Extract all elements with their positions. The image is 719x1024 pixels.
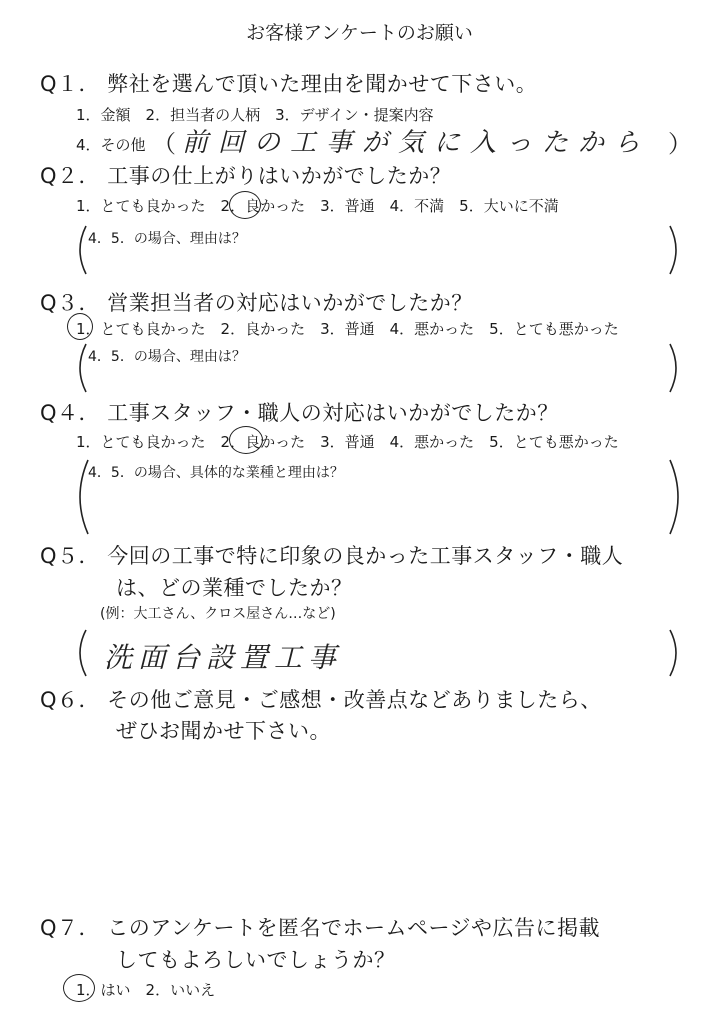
q3-options: 1．とても良かった 2．良かった 3．普通 4．悪かった 5．とても悪かった xyxy=(76,320,619,338)
q1-question: Q１． 弊社を選んで頂いた理由を聞かせて下さい。 xyxy=(40,72,538,96)
q4-options: 1．とても良かった 2．良かった 3．普通 4．悪かった 5．とても悪かった xyxy=(76,433,619,451)
q4-reason-label: 4．5．の場合、具体的な業種と理由は？ xyxy=(88,465,344,481)
q3-question: Q３． 営業担当者の対応はいかがでしたか？ xyxy=(40,291,473,315)
q7-options: 1．はい 2．いいえ xyxy=(76,981,216,999)
q1-options-line2: 4．その他 xyxy=(76,136,146,154)
q6-question-line2: ぜひお聞かせ下さい。 xyxy=(116,719,331,743)
q7-question-line2: してもよろしいでしょうか？ xyxy=(116,948,396,972)
q2-options: 1．とても良かった 2．良かった 3．普通 4．不満 5．大いに不満 xyxy=(76,197,559,215)
q5-example: (例：大工さん、クロス屋さん…など) xyxy=(100,606,336,622)
q1-other-open-paren: （ xyxy=(152,130,176,158)
q2-reason-bracket xyxy=(70,222,690,278)
survey-title: お客様アンケートのお願い xyxy=(246,22,473,44)
q4-reason-bracket xyxy=(70,456,690,538)
q4-question: Q４． 工事スタッフ・職人の対応はいかがでしたか？ xyxy=(40,401,559,425)
q5-question-line2: は、どの業種でしたか？ xyxy=(116,576,353,600)
q6-question-line1: Q６． その他ご意見・ご感想・改善点などありましたら、 xyxy=(40,688,602,712)
q2-selected-circle xyxy=(229,191,261,219)
q5-answer: 洗面台設置工事 xyxy=(104,641,343,674)
q3-reason-bracket xyxy=(70,340,690,396)
q1-options-line1: 1．金額 2．担当者の人柄 3．デザイン・提案内容 xyxy=(76,106,434,124)
q7-selected-circle xyxy=(63,974,95,1002)
q2-reason-label: 4．5．の場合、理由は？ xyxy=(88,231,246,247)
q1-other-answer: 前回の工事が気に入ったから xyxy=(182,128,651,158)
q4-selected-circle xyxy=(229,426,263,454)
q1-other-close-paren: ） xyxy=(668,130,692,158)
q3-reason-label: 4．5．の場合、理由は？ xyxy=(88,349,246,365)
q7-question-line1: Q７． このアンケートを匿名でホームページや広告に掲載 xyxy=(40,916,601,940)
q2-question: Q２． 工事の仕上がりはいかがでしたか？ xyxy=(40,164,452,188)
q3-selected-circle xyxy=(67,313,93,340)
q5-question-line1: Q５． 今回の工事で特に印象の良かった工事スタッフ・職人 xyxy=(40,544,624,568)
